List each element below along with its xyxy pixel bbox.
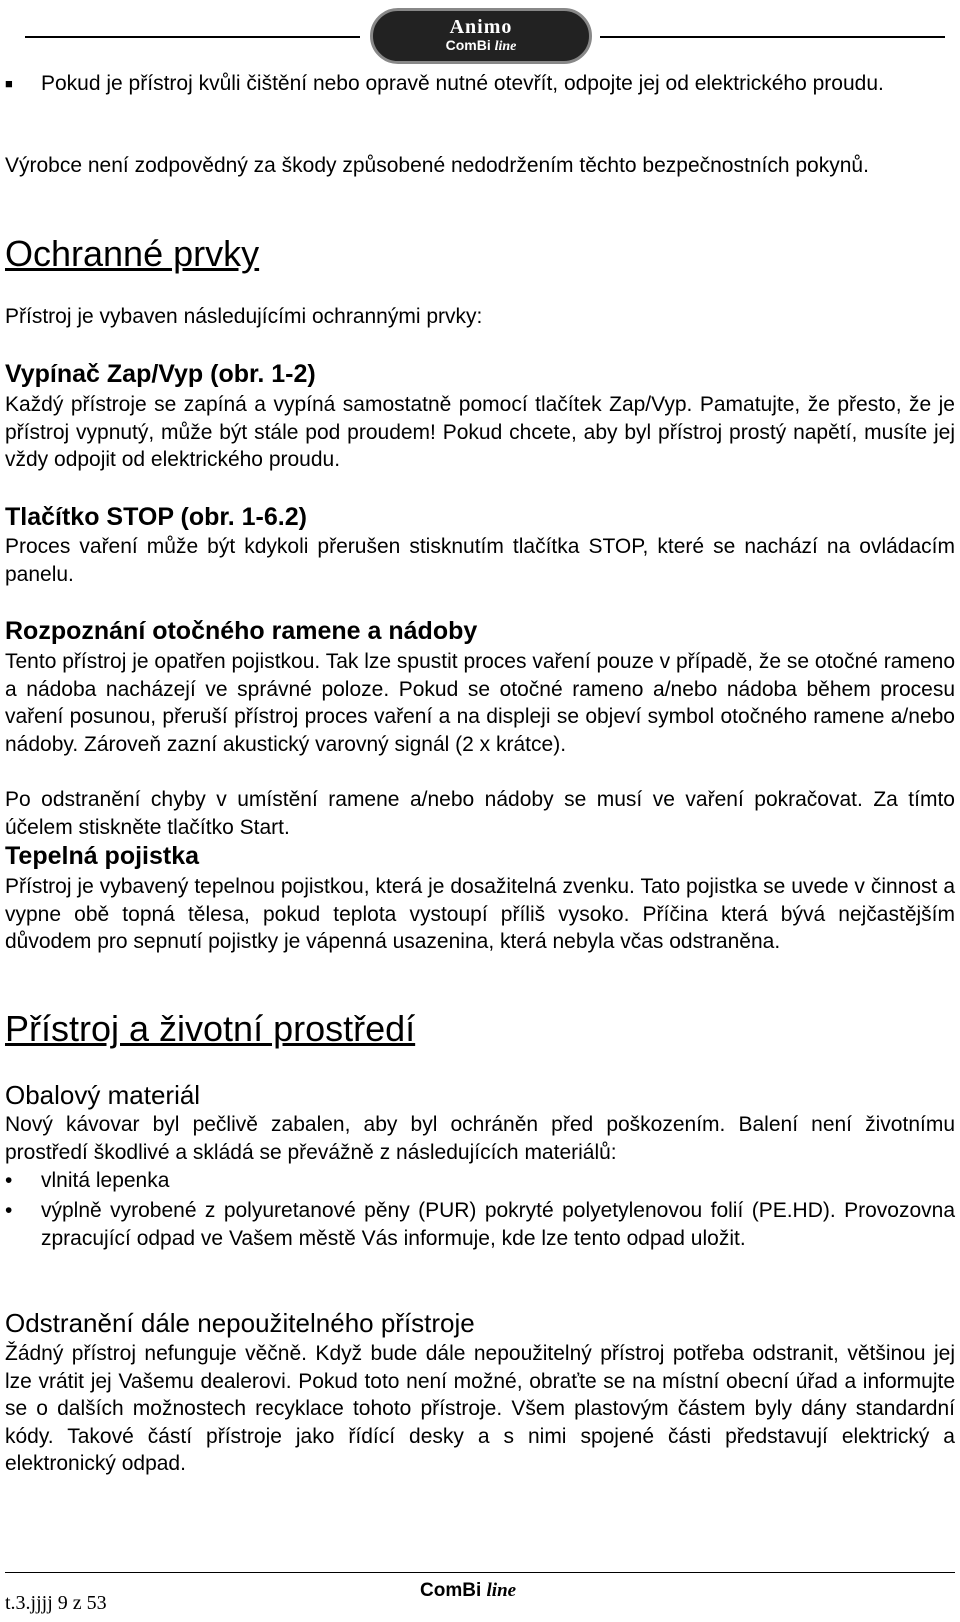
subheading-switch: Vypínač Zap/Vyp (obr. 1-2)	[5, 360, 316, 388]
combi-line-logo: ComBi line	[420, 1580, 517, 1601]
subheading-packaging: Obalový materiál	[5, 1080, 201, 1110]
header-rule-right	[600, 36, 945, 38]
disclaimer-text: Výrobce není zodpovědný za škody způsobené nedodržením těchto bezpečnostních pokynů.	[5, 154, 869, 177]
footer-rule	[5, 1572, 955, 1573]
switch-text: Každý přístroje se zapíná a vypíná samostatně pomocí tlačítek Zap/Vyp. Pamatujte, že přesto, že je přístroj vypnutý, může být stále pod proudem! Pokud chcete, aby byl přístroj prostý napětí, musíte jej vždy odpojit od elektrického proudu.	[5, 393, 955, 471]
arm-text: Tento přístroj je opatřen pojistkou. Tak lze spustit proces vaření pouze v případě, že se otočné rameno a nádoba nacházejí ve správné poloze. Pokud se otočné rameno a/nebo nádoba během procesu vaření posunou, přeruší přístroj proces vaření a na displeji se objeví symbol otočného ramene a/nebo nádoby. Zároveň zazní akustický varovný signál (2 x krátce).	[5, 650, 955, 756]
logo-brand: Animo	[449, 16, 513, 38]
subheading-fuse: Tepelná pojistka	[5, 842, 200, 870]
disposal-text: Žádný přístroj nefunguje věčně. Když bude dále nepoužitelný přístroj potřeba odstranit, většinou jej lze vrátit jej Vašemu dealerovi. Pokud toto není možné, obraťte se na místní obecní úřad a informujte se o dalších možnostech recyklace tohoto přístroje. Všem plastovým částem byly dány standardní kódy. Takové částí přístroje jako řídící desky a s nimi spojené části představují elektrický a elektronický odpad.	[5, 1342, 955, 1475]
packaging-text: Nový kávovar byl pečlivě zabalen, aby byl ochráněn před poškozením. Balení není životnímu prostředí škodlivé a skládá se převážně z následujících materiálů:	[5, 1113, 955, 1164]
fuse-text: Přístroj je vybavený tepelnou pojistkou, která je dosažitelná zvenku. Tato pojistka se uvede v činnost a vypne obě topná tělesa, pokud teplota vystoupí příliš vysoko. Příčina která bývá nejčastějším důvodem pro sepnutí pojistky je vápenná usazenina, která nebyla včas odstraněna.	[5, 875, 955, 953]
section-heading-protective: Ochranné prvky	[5, 233, 260, 274]
protective-intro: Přístroj je vybaven následujícími ochrannými prvky:	[5, 305, 483, 328]
dot-bullet-icon: •	[5, 1169, 13, 1192]
subheading-stop: Tlačítko STOP (obr. 1-6.2)	[5, 503, 307, 531]
arm-text-2: Po odstranění chyby v umístění ramene a/nebo nádoby se musí ve vaření pokračovat. Za tímto účelem stiskněte tlačítko Start.	[5, 788, 955, 839]
subheading-arm: Rozpoznání otočného ramene a nádoby	[5, 617, 478, 645]
animo-combi-logo	[370, 8, 592, 64]
page-header	[25, 8, 945, 64]
section-heading-environment: Přístroj a životní prostředí	[5, 1008, 416, 1049]
logo-product: ComBi line	[445, 37, 517, 54]
square-bullet-icon: ■	[5, 76, 13, 91]
dot-bullet-icon: •	[5, 1199, 13, 1222]
page-footer	[5, 1570, 955, 1620]
header-rule-left	[25, 36, 360, 38]
page-number: t.3.jjjj 9 z 53	[5, 1592, 107, 1614]
stop-text: Proces vaření může být kdykoli přerušen stisknutím tlačítka STOP, které se nachází na ovládacím panelu.	[5, 535, 955, 586]
subheading-disposal: Odstranění dále nepoužitelného přístroje	[5, 1308, 475, 1338]
